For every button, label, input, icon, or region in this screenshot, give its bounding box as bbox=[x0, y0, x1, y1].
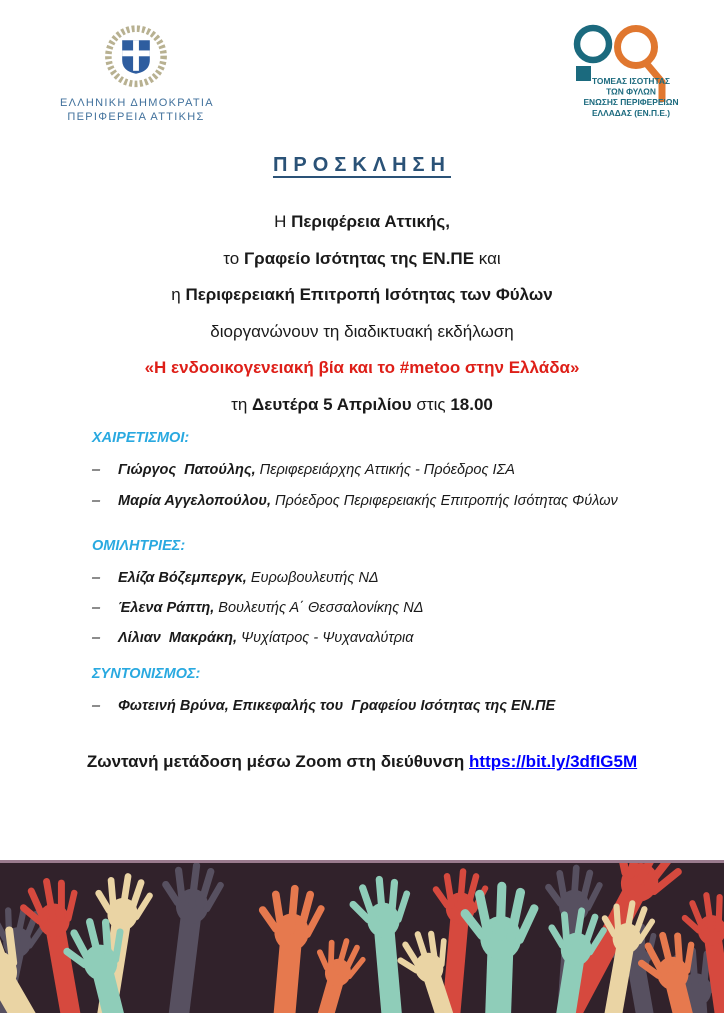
zoom-stream-link[interactable]: https://bit.ly/3dfIG5M bbox=[469, 752, 638, 771]
raised-hands-image bbox=[0, 860, 724, 1013]
event-datetime: τη Δευτέρα 5 Απριλίου στις 18.00 bbox=[231, 394, 493, 414]
list-item bbox=[92, 628, 668, 648]
raised-hands-illustration bbox=[0, 860, 724, 1013]
list-item bbox=[92, 696, 668, 716]
list-item bbox=[92, 598, 668, 618]
moderation-section bbox=[92, 666, 668, 727]
speakers-heading: ΟΜΙΛΗΤΡΙΕΣ: bbox=[92, 538, 186, 554]
dash-bullet: – bbox=[92, 462, 101, 478]
speaker-role: Περιφερειάρχης Αττικής - Πρόεδρος ΙΣΑ bbox=[259, 462, 515, 478]
dash-bullet: – bbox=[92, 698, 101, 714]
speaker-name: Έλενα Ράπτη, bbox=[118, 600, 215, 616]
intro-block bbox=[78, 204, 646, 423]
stream-text: Ζωντανή μετάδοση μέσω Zoom στη διεύθυνση bbox=[86, 752, 470, 771]
dash-bullet: – bbox=[92, 600, 101, 616]
logo-text-line3: ΕΝΩΣΗΣ ΠΕΡΙΦΕΡΕΙΩΝ bbox=[583, 97, 679, 107]
list-item bbox=[92, 568, 668, 588]
dash-bullet: – bbox=[92, 630, 101, 646]
region-label: ΠΕΡΙΦΕΡΕΙΑ ΑΤΤΙΚΗΣ bbox=[67, 110, 205, 123]
list-item bbox=[92, 460, 668, 480]
speaker-name: Φωτεινή Βρύνα, Επικεφαλής του Γραφείου Ισότητας της ΕΝ.ΠΕ bbox=[118, 698, 556, 714]
speaker-role: Βουλευτής Α΄ Θεσσαλονίκης ΝΔ bbox=[218, 600, 424, 616]
greetings-section bbox=[92, 430, 668, 522]
greek-emblem-icon bbox=[96, 20, 176, 94]
dash-bullet: – bbox=[92, 570, 101, 586]
stream-info bbox=[78, 752, 646, 772]
speaker-name: Λίλιαν Μακράκη, bbox=[118, 630, 238, 646]
speakers-section bbox=[92, 538, 668, 658]
page-title: ΠΡΟΣΚΛΗΣΗ bbox=[272, 154, 451, 176]
dash-bullet: – bbox=[92, 493, 101, 509]
speaker-role: Ευρωβουλευτής ΝΔ bbox=[250, 570, 379, 586]
speaker-role: Ψυχίατρος - Ψυχαναλύτρια bbox=[241, 630, 414, 646]
organizer-line-1: Η Περιφέρεια Αττικής, bbox=[274, 212, 450, 231]
logo-text-line4: ΕΛΛΑΔΑΣ (ΕΝ.Π.Ε.) bbox=[591, 108, 671, 118]
equality-rings-icon bbox=[571, 14, 703, 126]
event-title: «Η ενδοοικογενειακή βία και το #metoo στην Ελλάδα» bbox=[144, 358, 580, 377]
enpe-equality-logo bbox=[571, 14, 703, 131]
hellenic-republic-logo bbox=[60, 20, 212, 125]
moderation-heading: ΣΥΝΤΟΝΙΣΜΟΣ: bbox=[92, 666, 201, 682]
republic-label: ΕΛΛΗΝΙΚΗ ΔΗΜΟΚΡΑΤΙΑ bbox=[60, 97, 214, 109]
event-intro-line: διοργανώνουν τη διαδικτυακή εκδήλωση bbox=[210, 321, 514, 341]
logo-text-line1: ΤΟΜΕΑΣ ΙΣΟΤΗΤΑΣ bbox=[591, 76, 671, 86]
list-item bbox=[92, 491, 668, 511]
logo-text-line2: ΤΩΝ ΦΥΛΩΝ bbox=[606, 86, 656, 97]
organizer-line-2: το Γραφείο Ισότητας της ΕΝ.ΠΕ και bbox=[223, 248, 501, 268]
speaker-name: Γιώργος Πατούλης, bbox=[118, 462, 256, 478]
organizer-line-3: η Περιφερειακή Επιτροπή Ισότητας των Φύλων bbox=[171, 285, 553, 304]
speaker-role: Πρόεδρος Περιφερειακής Επιτροπής Ισότητας Φύλων bbox=[275, 493, 618, 509]
speaker-name: Μαρία Αγγελοπούλου, bbox=[118, 493, 272, 509]
speaker-name: Ελίζα Βόζεμπεργκ, bbox=[118, 570, 247, 586]
greetings-heading: ΧΑΙΡΕΤΙΣΜΟΙ: bbox=[92, 430, 190, 446]
